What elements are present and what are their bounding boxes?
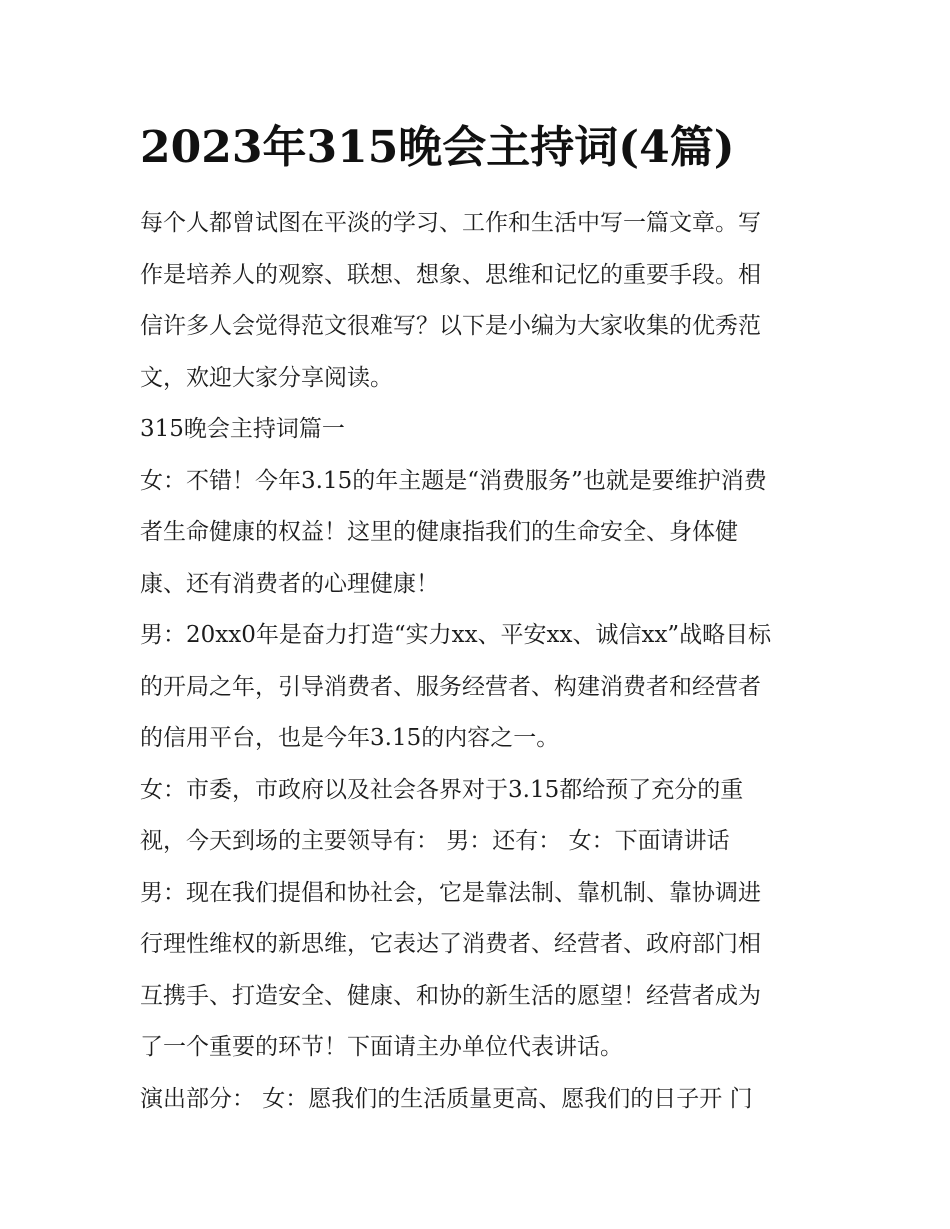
paragraph-line: 行理性维权的新思维，它表达了消费者、经营者、政府部门相	[140, 931, 761, 957]
paragraph-line: 信许多人会觉得范文很难写？以下是小编为大家收集的优秀范	[140, 313, 761, 339]
paragraph-line: 的开局之年，引导消费者、服务经营者、构建消费者和经营者	[140, 673, 761, 700]
paragraph-line: 互携手、打造安全、健康、和协的新生活的愿望！经营者成为	[140, 982, 761, 1009]
paragraph-line: 演出部分： 女：愿我们的生活质量更高、愿我们的日子开 门	[140, 1085, 753, 1112]
paragraph-line: 女：不错！今年3.15的年主题是“消费服务”也就是要维护消费	[140, 467, 767, 494]
paragraph-line: 女：市委，市政府以及社会各界对于3.15都给预了充分的重	[140, 776, 744, 803]
paragraph-line: 康、还有消费者的心理健康！	[140, 570, 439, 597]
paragraph-line: 男：20xx0年是奋力打造“实力xx、平安xx、诚信xx”战略目标	[140, 622, 772, 648]
paragraph-line: 文，欢迎大家分享阅读。	[140, 364, 393, 391]
paragraph-line: 作是培养人的观察、联想、想象、思维和记忆的重要手段。相	[140, 261, 761, 288]
paragraph-line: 男：现在我们提倡和协社会，它是靠法制、靠机制、靠协调进	[140, 879, 761, 906]
document-title: 2023年315晚会主持词(4篇)	[140, 122, 735, 173]
paragraph-line: 了一个重要的环节！下面请主办单位代表讲话。	[140, 1034, 623, 1060]
paragraph-line: 者生命健康的权益！这里的健康指我们的生命安全、身体健	[140, 519, 738, 545]
section-heading: 315晚会主持词篇一	[140, 416, 345, 442]
paragraph-line: 视，今天到场的主要领导有： 男：还有： 女：下面请讲话	[140, 828, 730, 854]
paragraph-line: 的信用平台，也是今年3.15的内容之一。	[140, 725, 560, 751]
document-body	[140, 198, 830, 1125]
paragraph-line: 每个人都曾试图在平淡的学习、工作和生活中写一篇文章。写	[140, 210, 761, 236]
